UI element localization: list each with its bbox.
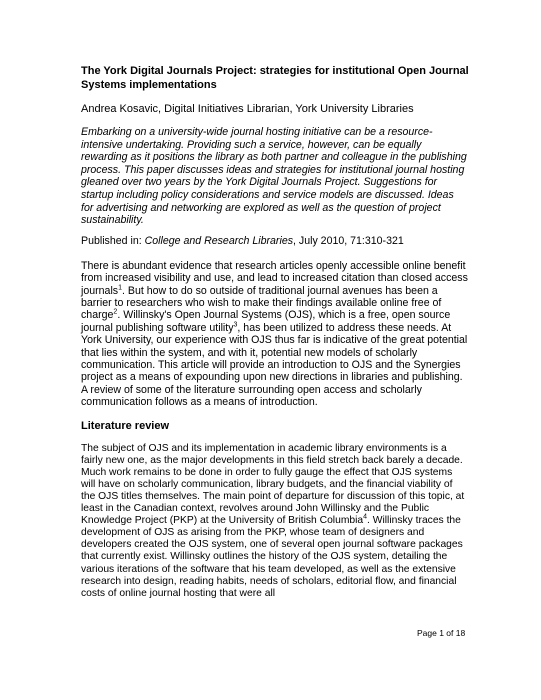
journal-name: College and Research Libraries bbox=[144, 234, 294, 247]
publication-prefix: Published in: bbox=[81, 234, 145, 247]
footnote-ref-1: 1 bbox=[118, 284, 123, 292]
author-line: Andrea Kosavic, Digital Initiatives Librarian, York University Libraries bbox=[81, 103, 414, 115]
publication-info bbox=[81, 235, 469, 248]
footnote-ref-2: 2 bbox=[113, 308, 118, 316]
footnote-ref-4: 4 bbox=[363, 513, 368, 521]
publication-details: , July 2010, 71:310-321 bbox=[293, 234, 404, 247]
abstract: Embarking on a university-wide journal hosting initiative can be a resource-intensive undertaking. Providing such a service, however, can be equally rewarding as it positions the library as both partner and colleague in the publishing process. This paper discusses ideas and strategies for institutional journal hosting gleaned over two years by the York Digital Journals Project. Suggestions for startup including policy considerations and service models are discussed. Ideas for advertising and networking are explored as well as the question of project sustainability. bbox=[81, 126, 467, 227]
lit-text-2: . Willinsky traces the development of OJS as arising from the PKP, whose team of designers and developers created the OJS system, one of several open journal software packages that currently exist. Willinsky outlines the history of the OJS system, detailing the various iterations of the software that his team developed, as well as the extensive research into design, reading habits, needs of scholars, editorial flow, and financial costs of online journal hosting that were all bbox=[81, 515, 463, 599]
lit-text-1: The subject of OJS and its implementation in academic library environments is a fairly new one, as the major developments in this field stretch back barely a decade. Much work remains to be done in order to fully gauge the effect that OJS systems will have on scholarly communication, library budgets, and the financial viability of the OJS titles themselves. The main point of departure for discussion of this topic, at least in the Canadian context, revolves around John Willinsky and the Public Knowledge Project (PKP) at the University of British Columbia bbox=[81, 442, 465, 527]
page-number-footer: Page 1 of 18 bbox=[417, 628, 466, 638]
article-title: The York Digital Journals Project: strategies for institutional Open Journal Systems implementations bbox=[81, 65, 469, 91]
footnote-ref-3: 3 bbox=[233, 321, 238, 329]
page-content bbox=[81, 64, 469, 600]
section-heading-literature-review: Literature review bbox=[81, 419, 170, 432]
intro-text-2: . But how to do so outside of traditional journal avenues has been a barrier to researchers who wish to make their findings available online free of charge bbox=[81, 284, 442, 322]
intro-text-1: There is abundant evidence that research articles openly accessible online benefit from increased visibility and use, and lead to increased citation than closed access journals bbox=[81, 259, 468, 297]
intro-text-3: . Willinsky's Open Journal Systems (OJS), which is a free, open source journal publishing software utility bbox=[81, 309, 451, 334]
literature-paragraph bbox=[81, 443, 469, 600]
intro-text-4: , has been utilized to address these needs. At York University, our experience with OJS thus far is indicative of the great potential that lies within the system, and with it, potential new models of scholarly communication. This article will provide an introduction to OJS and the Synergies project as a means of expounding upon new directions in libraries and publishing. A review of some of the literature surrounding open access and scholarly communication follows as a means of introduction. bbox=[81, 321, 468, 409]
intro-paragraph bbox=[81, 260, 469, 409]
